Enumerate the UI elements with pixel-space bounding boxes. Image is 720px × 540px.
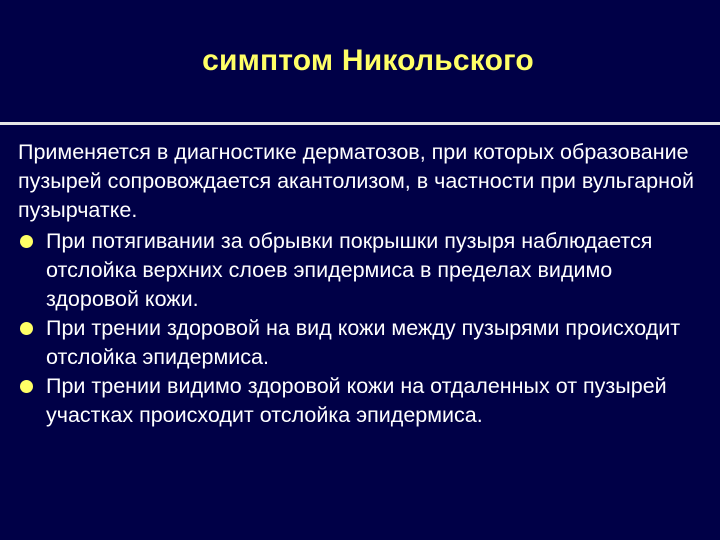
bullet-item bbox=[18, 314, 708, 372]
bullet-text: При трении здоровой на вид кожи между пузырями происходит отслойка эпидермиса. bbox=[46, 316, 681, 369]
bullet-text: При потягивании за обрывки покрышки пузыря наблюдается отслойка верхних слоев эпидермиса в пределах видимо здоровой кожи. bbox=[46, 229, 653, 311]
slide-body bbox=[18, 138, 708, 430]
bullet-text: При трении видимо здоровой кожи на отдаленных от пузырей участках происходит отслойка эпидермиса. bbox=[46, 374, 667, 427]
bullet-list bbox=[18, 227, 708, 430]
slide-title: симптом Никольского bbox=[202, 44, 534, 77]
bullet-dot-icon bbox=[20, 322, 33, 335]
bullet-dot-icon bbox=[20, 380, 33, 393]
intro-paragraph: Применяется в диагностике дерматозов, при которых образование пузырей сопровождается акантолизом, в частности при вульгарной пузырчатке. bbox=[18, 140, 694, 222]
bullet-dot-icon bbox=[20, 235, 33, 248]
bullet-item bbox=[18, 227, 708, 314]
title-divider bbox=[0, 122, 720, 125]
bullet-item bbox=[18, 372, 708, 430]
